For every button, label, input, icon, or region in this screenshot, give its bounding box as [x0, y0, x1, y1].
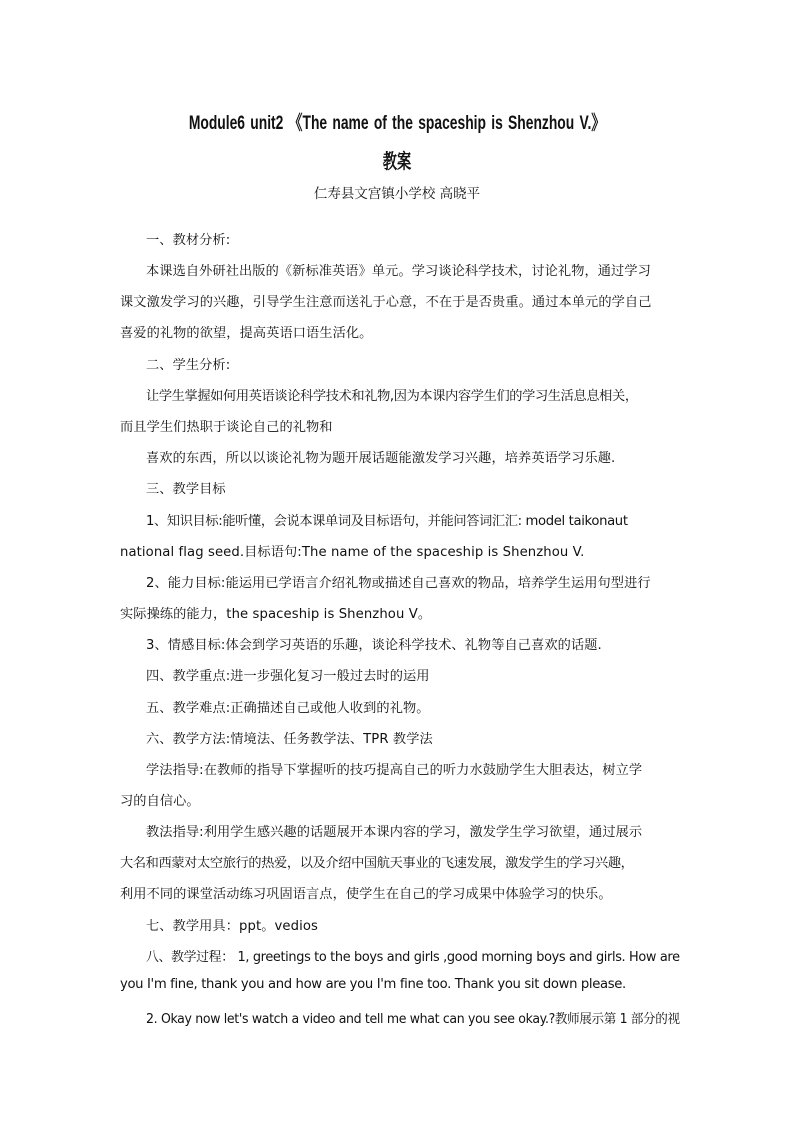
paragraph-line: national flag seed.目标语句:The name of the spaceship is Shenzhou V. [120, 545, 585, 560]
section-heading-methods: 六、教学方法:情境法、任务教学法、TPR 教学法 [146, 732, 433, 747]
paragraph-line: 喜欢的东西，所以以谈论礼物为题开展话题能激发学习兴趣，培养英语学习乐趣. [146, 451, 616, 466]
section-heading-tools: 七、教学用具：ppt。vedios [146, 919, 319, 934]
document-title: Module6 unit2 《The name of the spaceship is Shenzhou V.》 [188, 112, 606, 134]
paragraph-line: 1、知识目标:能听懂，会说本课单词及目标语句，并能问答词汇汇: model taikonaut [146, 514, 628, 529]
section-heading-key-points: 四、教学重点:进一步强化复习一般过去时的运用 [146, 669, 430, 684]
paragraph-line: 习的自信心。 [120, 794, 200, 809]
paragraph-line: 让学生掌握如何用英语谈论科学技术和礼物,因为本课内容学生们的学习生活息息相关， [146, 389, 638, 404]
paragraph-line: 2. Okay now let's watch a video and tell me what can you see okay.?教师展示第 1 部分的视 [146, 1012, 680, 1027]
section-heading-students: 二、学生分析: [146, 358, 231, 373]
paragraph-line: 学法指导:在教师的指导下掌握听的技巧提高自己的听力水鼓励学生大胆表达，树立学 [146, 763, 643, 778]
paragraph-line: 3、情感目标:体会到学习英语的乐趣，谈论科学技术、礼物等自己喜欢的话题. [146, 638, 602, 653]
author-line: 仁寿县文宫镇小学校 高晓平 [313, 186, 481, 202]
section-heading-goals: 三、教学目标 [146, 482, 226, 497]
paragraph-line: 课文激发学习的兴趣，引导学生注意而送礼于心意，不在于是否贵重。通过本单元的学自己 [120, 295, 652, 310]
paragraph-line: 利用不同的课堂活动练习巩固语言点，使学生在自己的学习成果中体验学习的快乐。 [120, 887, 612, 902]
paragraph-line: you I'm fine, thank you and how are you I'm fine too. Thank you sit down please. [120, 977, 626, 992]
section-heading-process: 八、教学过程： 1, greetings to the boys and girls ,good morning boys and girls. How are [146, 950, 680, 965]
paragraph-line: 实际操练的能力，the spaceship is Shenzhou V。 [120, 607, 432, 622]
section-heading-difficulties: 五、教学难点:正确描述自己或他人收到的礼物。 [146, 701, 430, 716]
paragraph-line: 喜爱的礼物的欲望，提高英语口语生活化。 [120, 326, 373, 341]
paragraph-line: 教法指导:利用学生感兴趣的话题展开本课内容的学习，激发学生学习欲望，通过展示 [146, 825, 643, 840]
paragraph-line: 大名和西蒙对太空旅行的热爱，以及介绍中国航天事业的飞速发展，激发学生的学习兴趣， [120, 856, 634, 871]
paragraph-line: 本课选自外研社出版的《新标准英语》单元。学习谈论科学技术，讨论礼物，通过学习 [146, 264, 651, 279]
paragraph-line: 而且学生们热职于谈论自己的礼物和 [120, 420, 333, 435]
document-subtitle: 教案 [382, 149, 412, 173]
paragraph-line: 2、能力目标:能运用已学语言介绍礼物或描述自己喜欢的物品，培养学生运用句型进行 [146, 576, 651, 591]
section-heading-materials: 一、教材分析: [146, 233, 231, 248]
